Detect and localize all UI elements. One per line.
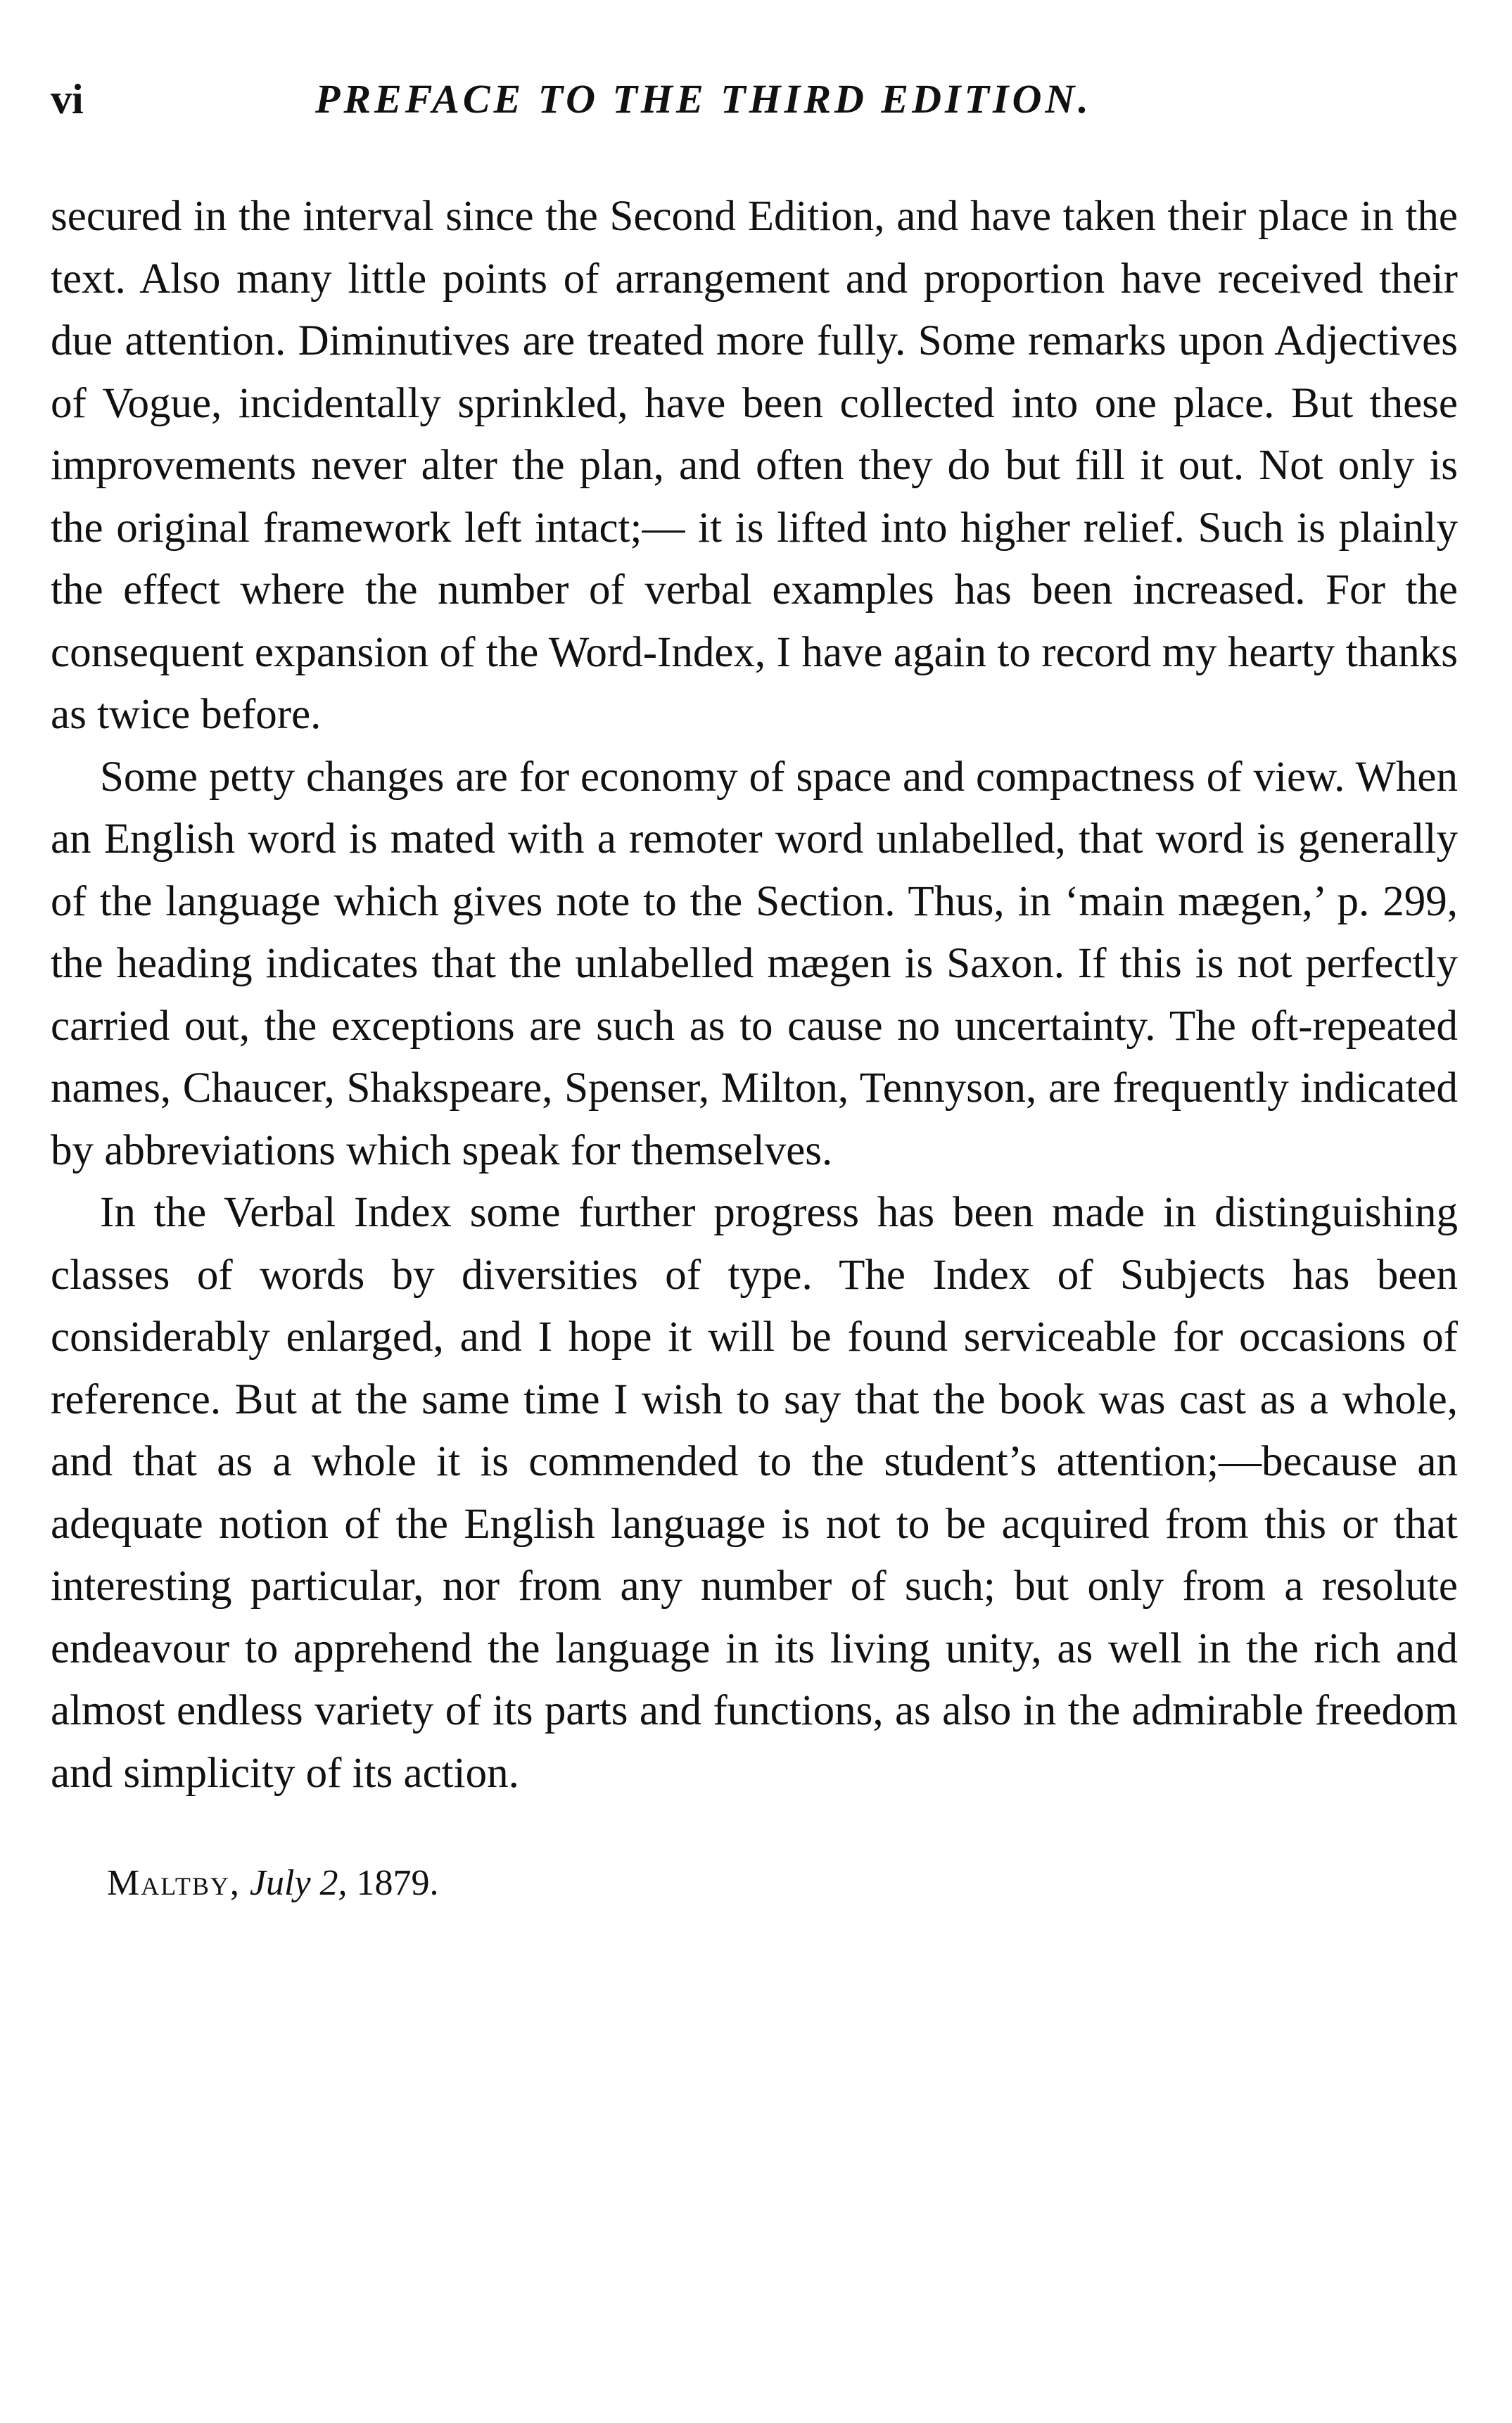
book-page: [51, 68, 1458, 1912]
running-title: PREFACE TO THE THIRD EDITION.: [315, 76, 1092, 122]
signature-year: 1879.: [356, 1863, 439, 1903]
running-header: [51, 68, 1458, 131]
paragraph: Some petty changes are for economy of space and compactness of view. When an English word is mated with a remoter word unlabelled, that word is generally of the language which gives note to the Section. Thus, in ‘main mægen,’ p. 299, the heading indicates that the unlabelled mægen is Saxon. If this is not perfectly carried out, the exceptions are such as to cause no uncertainty. The oft-repeated names, Chaucer, Shakspeare, Spenser, Milton, Tennyson, are frequently indicated by abbreviations which speak for themselves.: [51, 753, 1458, 1174]
signature-place: Maltby,: [107, 1863, 241, 1903]
paragraph: In the Verbal Index some further progress has been made in distinguishing classes of words by diversities of type. The Index of Subjects has been considerably enlarged, and I hope it will be found serviceable for occasions of reference. But at the same time I wish to say that the book was cast as a whole, and that as a whole it is commended to the student’s attention;—because an adequate notion of the English language is not to be acquired from this or that interesting particular, nor from any number of such; but only from a resolute endeavour to apprehend the language in its living unity, as well in the rich and almost endless variety of its parts and functions, as also in the admirable freedom and simplicity of its action.: [51, 1189, 1458, 1797]
page-number: vi: [51, 76, 84, 122]
body-text: [51, 186, 1458, 1805]
signature-line: [107, 1855, 1458, 1912]
signature-date: July 2,: [249, 1863, 348, 1903]
paragraph-continued: secured in the interval since the Second Edition, and have taken their place in the text. Also many little points of arrangement and proportion have received their due attention. Diminutives are treated more fully. Some remarks upon Adjectives of Vogue, incidentally sprinkled, have been collected into one place. But these improvements never alter the plan, and often they do but fill it out. Not only is the original framework left intact;— it is lifted into higher relief. Such is plainly the effect where the number of verbal examples has been increased. For the consequent expansion of the Word-Index, I have again to record my hearty thanks as twice before.: [51, 193, 1458, 738]
